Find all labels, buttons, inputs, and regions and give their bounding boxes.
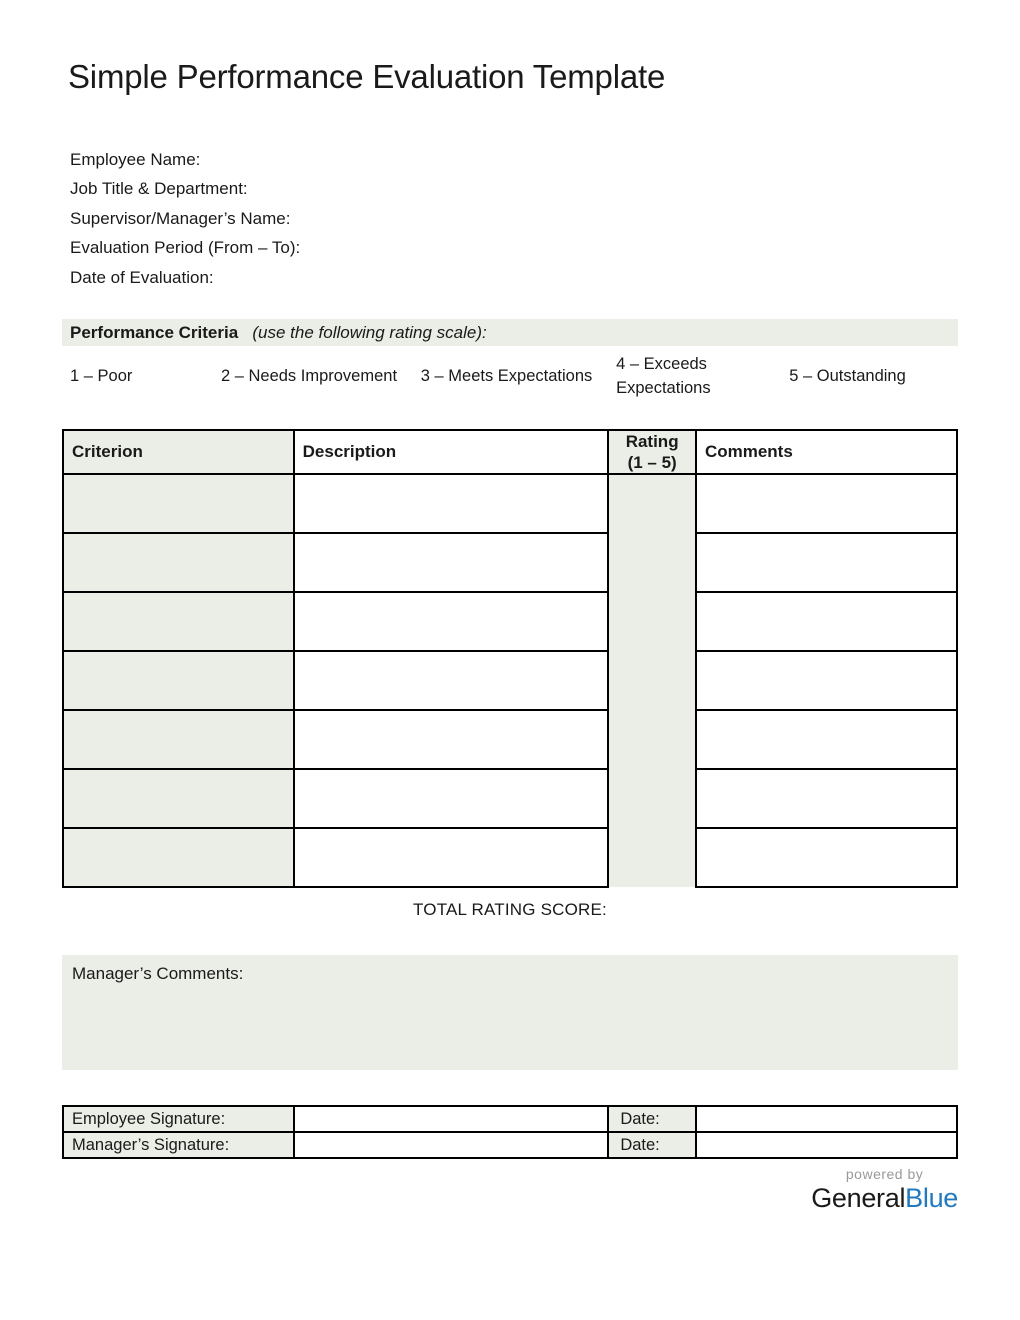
brand-general-text: General <box>811 1183 906 1214</box>
employee-date-label: Date: <box>608 1106 696 1132</box>
rating-cell[interactable] <box>608 828 696 887</box>
description-cell[interactable] <box>294 533 609 592</box>
description-cell[interactable] <box>294 651 609 710</box>
criterion-cell[interactable] <box>63 769 294 828</box>
brand-blue-text: Blue <box>905 1183 958 1214</box>
employee-signature-field[interactable] <box>294 1106 609 1132</box>
description-cell[interactable] <box>294 710 609 769</box>
comments-cell[interactable] <box>696 828 957 887</box>
manager-signature-label: Manager’s Signature: <box>63 1132 294 1158</box>
managers-comments-box[interactable] <box>62 955 958 1070</box>
criteria-table-row <box>63 710 957 769</box>
performance-criteria-header <box>62 319 958 346</box>
criterion-cell[interactable] <box>63 828 294 887</box>
managers-comments-label: Manager’s Comments: <box>72 964 244 984</box>
employee-signature-row <box>63 1106 957 1132</box>
col-header-criterion: Criterion <box>63 430 294 474</box>
rating-scale-item-poor: 1 – Poor <box>70 366 133 385</box>
supervisor-name-label: Supervisor/Manager’s Name: <box>70 208 291 228</box>
evaluation-period-label: Evaluation Period (From – To): <box>70 238 301 258</box>
criterion-cell[interactable] <box>63 474 294 533</box>
total-rating-score-label: TOTAL RATING SCORE: <box>413 900 607 920</box>
comments-cell[interactable] <box>696 769 957 828</box>
criterion-cell[interactable] <box>63 651 294 710</box>
rating-scale-note: (use the following rating scale): <box>252 323 487 343</box>
page-title: Simple Performance Evaluation Template <box>68 58 666 95</box>
comments-cell[interactable] <box>696 710 957 769</box>
criteria-table-row <box>63 592 957 651</box>
comments-cell[interactable] <box>696 592 957 651</box>
employee-signature-label: Employee Signature: <box>63 1106 294 1132</box>
description-cell[interactable] <box>294 474 609 533</box>
employee-date-field[interactable] <box>696 1106 957 1132</box>
col-header-comments: Comments <box>696 430 957 474</box>
rating-cell[interactable] <box>608 710 696 769</box>
manager-date-field[interactable] <box>696 1132 957 1158</box>
rating-cell[interactable] <box>608 592 696 651</box>
description-cell[interactable] <box>294 828 609 887</box>
signature-table <box>62 1105 958 1159</box>
col-header-description: Description <box>294 430 609 474</box>
rating-scale-item-meets-expectations: 3 – Meets Expectations <box>420 366 593 385</box>
criterion-cell[interactable] <box>63 592 294 651</box>
manager-signature-row <box>63 1132 957 1158</box>
criteria-table-header-row <box>63 430 957 474</box>
rating-scale-legend <box>62 351 958 400</box>
description-cell[interactable] <box>294 769 609 828</box>
employee-info-section <box>70 145 958 293</box>
description-cell[interactable] <box>294 592 609 651</box>
rating-cell[interactable] <box>608 651 696 710</box>
rating-cell[interactable] <box>608 769 696 828</box>
rating-scale-item-exceeds-expectations: 4 – Exceeds Expectations <box>616 354 711 397</box>
criteria-table <box>62 429 958 888</box>
rating-scale-item-needs-improvement: 2 – Needs Improvement <box>220 366 398 385</box>
date-of-evaluation-label: Date of Evaluation: <box>70 267 214 287</box>
footer <box>62 1166 958 1214</box>
rating-cell[interactable] <box>608 533 696 592</box>
criterion-cell[interactable] <box>63 710 294 769</box>
powered-by-label: powered by <box>845 1166 924 1183</box>
rating-cell[interactable] <box>608 474 696 533</box>
rating-scale-item-outstanding: 5 – Outstanding <box>789 366 906 385</box>
comments-cell[interactable] <box>696 474 957 533</box>
employee-name-label: Employee Name: <box>70 149 201 169</box>
criteria-table-row <box>63 651 957 710</box>
criteria-table-row <box>63 474 957 533</box>
general-blue-logo <box>811 1182 958 1214</box>
col-header-rating: Rating (1 – 5) <box>608 430 696 474</box>
comments-cell[interactable] <box>696 533 957 592</box>
manager-signature-field[interactable] <box>294 1132 609 1158</box>
criteria-table-row <box>63 533 957 592</box>
criteria-table-row <box>63 769 957 828</box>
comments-cell[interactable] <box>696 651 957 710</box>
criterion-cell[interactable] <box>63 533 294 592</box>
manager-date-label: Date: <box>608 1132 696 1158</box>
performance-criteria-heading: Performance Criteria <box>70 323 239 343</box>
criteria-table-row <box>63 828 957 887</box>
job-title-department-label: Job Title & Department: <box>70 179 248 199</box>
